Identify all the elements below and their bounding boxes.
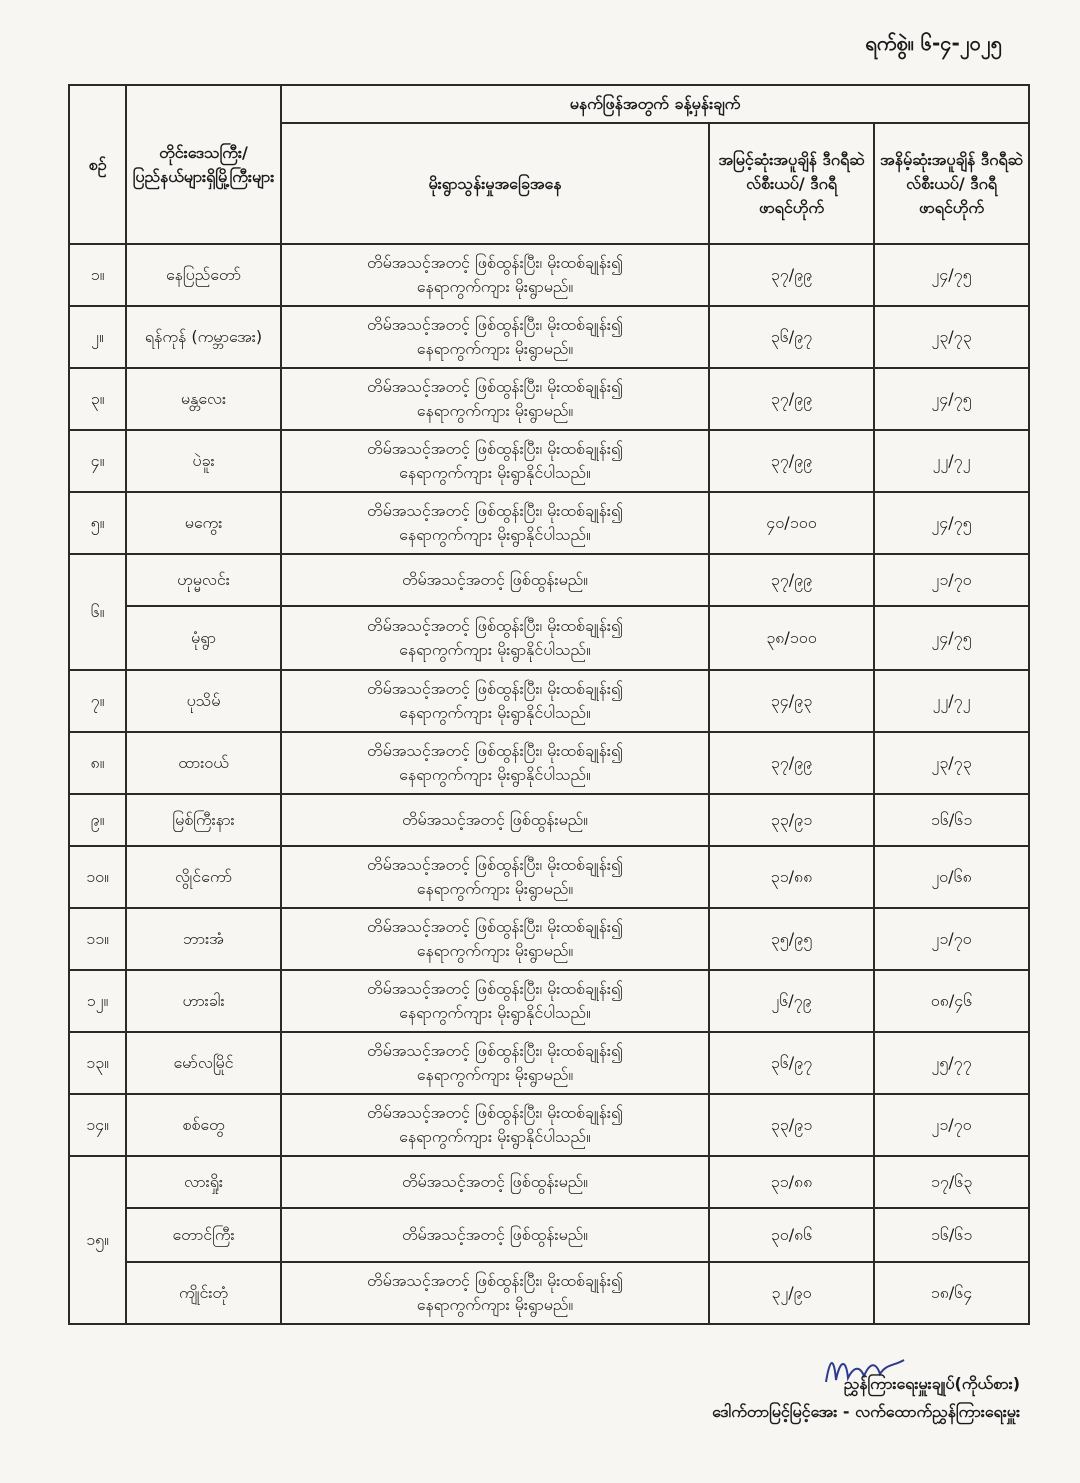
condition-line-1: တိမ်အသင့်အတင့် ဖြစ်ထွန်းမည်။	[401, 1172, 589, 1191]
min-temperature: ၂၁/၇၀	[874, 1094, 1029, 1156]
max-temperature: ၃၇/၉၉	[709, 554, 874, 606]
city-name: ကျိုင်းတုံ	[126, 1262, 281, 1324]
min-temperature: ၂၄/၇၅	[874, 244, 1029, 306]
header-region: တိုင်းဒေသကြီး/ ပြည်နယ်များရှိမြို့ကြီးများ	[126, 85, 281, 244]
min-temperature: ၁၈/၆၄	[874, 1262, 1029, 1324]
table-row	[69, 1156, 1029, 1208]
condition-line-2: နေရာကွက်ကျား မိုးရွာနိုင်ပါသည်။	[399, 1127, 591, 1146]
header-condition: မိုးရွာသွန်းမှုအခြေအနေ	[281, 123, 709, 244]
condition-line-1: တိမ်အသင့်အတင့် ဖြစ်ထွန်းပြီး၊ မိုးထစ်ချုန်း၍	[367, 439, 623, 458]
city-name: နေပြည်တော်	[126, 244, 281, 306]
condition-line-1: တိမ်အသင့်အတင့် ဖြစ်ထွန်းပြီး၊ မိုးထစ်ချုန်း၍	[367, 679, 623, 698]
row-number: ၉။	[69, 794, 126, 846]
table-row	[69, 732, 1029, 794]
condition-line-1: တိမ်အသင့်အတင့် ဖြစ်ထွန်းပြီး၊ မိုးထစ်ချုန်း၍	[367, 917, 623, 936]
condition-line-2: နေရာကွက်ကျား မိုးရွာမည်။	[416, 879, 574, 898]
min-temperature: ၂၃/၇၃	[874, 306, 1029, 368]
condition-line-2: နေရာကွက်ကျား မိုးရွာမည်။	[416, 401, 574, 420]
weather-condition	[281, 732, 709, 794]
max-temperature: ၃၇/၉၉	[709, 244, 874, 306]
row-number: ၄။	[69, 430, 126, 492]
condition-line-1: တိမ်အသင့်အတင့် ဖြစ်ထွန်းပြီး၊ မိုးထစ်ချုန်း၍	[367, 1103, 623, 1122]
condition-line-2: နေရာကွက်ကျား မိုးရွာမည်။	[416, 339, 574, 358]
weather-condition	[281, 1208, 709, 1262]
city-name: မော်လမြိုင်	[126, 1032, 281, 1094]
max-temperature: ၂၆/၇၉	[709, 970, 874, 1032]
weather-condition	[281, 606, 709, 670]
table-row	[69, 244, 1029, 306]
weather-condition	[281, 244, 709, 306]
max-temperature: ၃၁/၈၈	[709, 846, 874, 908]
condition-line-1: တိမ်အသင့်အတင့် ဖြစ်ထွန်းပြီး၊ မိုးထစ်ချုန်း၍	[367, 253, 623, 272]
row-number: ၁။	[69, 244, 126, 306]
city-name: မုံရွာ	[126, 606, 281, 670]
row-number: ၃။	[69, 368, 126, 430]
table-row	[69, 430, 1029, 492]
min-temperature: ၂၃/၇၃	[874, 732, 1029, 794]
city-name: လွိုင်ကော်	[126, 846, 281, 908]
condition-line-1: တိမ်အသင့်အတင့် ဖြစ်ထွန်းမည်။	[401, 810, 589, 829]
condition-line-2: နေရာကွက်ကျား မိုးရွာမည်။	[416, 941, 574, 960]
table-row	[69, 492, 1029, 554]
min-temperature: ၂၁/၇၀	[874, 554, 1029, 606]
city-name: ဟုမ္မလင်း	[126, 554, 281, 606]
city-name: မန္တလေး	[126, 368, 281, 430]
header-max-temp: အမြင့်ဆုံးအပူချိန် ဒီဂရီဆဲလ်စီးယပ်/ ဒီဂရီဖာရင်ဟိုက်	[709, 123, 874, 244]
min-temperature: ၁၇/၆၃	[874, 1156, 1029, 1208]
condition-line-1: တိမ်အသင့်အတင့် ဖြစ်ထွန်းမည်။	[401, 570, 589, 589]
max-temperature: ၃၄/၉၃	[709, 670, 874, 732]
max-temperature: ၃၇/၉၉	[709, 368, 874, 430]
min-temperature: ၂၀/၆၈	[874, 846, 1029, 908]
max-temperature: ၄၀/၁၀၀	[709, 492, 874, 554]
condition-line-1: တိမ်အသင့်အတင့် ဖြစ်ထွန်းပြီး၊ မိုးထစ်ချုန်း၍	[367, 979, 623, 998]
row-number: ၁၂။	[69, 970, 126, 1032]
table-row	[69, 794, 1029, 846]
table-row	[69, 1094, 1029, 1156]
min-temperature: ၂၁/၇၀	[874, 908, 1029, 970]
table-row	[69, 554, 1029, 606]
table-row	[69, 846, 1029, 908]
max-temperature: ၃၀/၈၆	[709, 1208, 874, 1262]
header-forecast-group: မနက်ဖြန်အတွက် ခန့်မှန်းချက်	[281, 85, 1029, 123]
row-number: ၇။	[69, 670, 126, 732]
weather-condition	[281, 430, 709, 492]
max-temperature: ၃၂/၉၀	[709, 1262, 874, 1324]
condition-line-2: နေရာကွက်ကျား မိုးရွာနိုင်ပါသည်။	[399, 703, 591, 722]
city-name: မကွေး	[126, 492, 281, 554]
min-temperature: ၀၈/၄၆	[874, 970, 1029, 1032]
condition-line-2: နေရာကွက်ကျား မိုးရွာနိုင်ပါသည်။	[399, 1003, 591, 1022]
condition-line-1: တိမ်အသင့်အတင့် ဖြစ်ထွန်းပြီး၊ မိုးထစ်ချုန်း၍	[367, 501, 623, 520]
table-row	[69, 1208, 1029, 1262]
table-row	[69, 970, 1029, 1032]
city-name: ရန်ကုန် (ကမ္ဘာအေး)	[126, 306, 281, 368]
min-temperature: ၂၄/၇၅	[874, 368, 1029, 430]
condition-line-1: တိမ်အသင့်အတင့် ဖြစ်ထွန်းပြီး၊ မိုးထစ်ချုန်း၍	[367, 1271, 623, 1290]
weather-condition	[281, 846, 709, 908]
max-temperature: ၃၆/၉၇	[709, 1032, 874, 1094]
table-row	[69, 1032, 1029, 1094]
city-name: တောင်ကြီး	[126, 1208, 281, 1262]
table-row	[69, 368, 1029, 430]
min-temperature: ၁၆/၆၁	[874, 1208, 1029, 1262]
condition-line-1: တိမ်အသင့်အတင့် ဖြစ်ထွန်းပြီး၊ မိုးထစ်ချုန်း၍	[367, 377, 623, 396]
table-row	[69, 908, 1029, 970]
min-temperature: ၂၄/၇၅	[874, 606, 1029, 670]
weather-condition	[281, 794, 709, 846]
city-name: ထားဝယ်	[126, 732, 281, 794]
min-temperature: ၁၆/၆၁	[874, 794, 1029, 846]
weather-condition	[281, 306, 709, 368]
forecast-table	[68, 84, 1030, 1325]
city-name: စစ်တွေ	[126, 1094, 281, 1156]
city-name: လားရှိုး	[126, 1156, 281, 1208]
weather-condition	[281, 554, 709, 606]
weather-condition	[281, 1032, 709, 1094]
weather-condition	[281, 970, 709, 1032]
table-row	[69, 670, 1029, 732]
condition-line-1: တိမ်အသင့်အတင့် ဖြစ်ထွန်းပြီး၊ မိုးထစ်ချုန်း၍	[367, 616, 623, 635]
row-number: ၁၁။	[69, 908, 126, 970]
max-temperature: ၃၈/၁၀၀	[709, 606, 874, 670]
city-name: မြစ်ကြီးနား	[126, 794, 281, 846]
condition-line-2: နေရာကွက်ကျား မိုးရွာနိုင်ပါသည်။	[399, 463, 591, 482]
table-row	[69, 1262, 1029, 1324]
condition-line-2: နေရာကွက်ကျား မိုးရွာနိုင်ပါသည်။	[399, 765, 591, 784]
max-temperature: ၃၅/၉၅	[709, 908, 874, 970]
condition-line-1: တိမ်အသင့်အတင့် ဖြစ်ထွန်းပြီး၊ မိုးထစ်ချုန်း၍	[367, 315, 623, 334]
weather-condition	[281, 1156, 709, 1208]
condition-line-2: နေရာကွက်ကျား မိုးရွာနိုင်ပါသည်။	[399, 525, 591, 544]
condition-line-2: နေရာကွက်ကျား မိုးရွာနိုင်ပါသည်။	[399, 640, 591, 659]
weather-condition	[281, 492, 709, 554]
condition-line-2: နေရာကွက်ကျား မိုးရွာမည်။	[416, 1065, 574, 1084]
document-date: ရက်စွဲ။ ၆-၄-၂၀၂၅	[865, 31, 1002, 55]
max-temperature: ၃၆/၉၇	[709, 306, 874, 368]
row-number: ၁၅။	[69, 1156, 126, 1324]
city-name: ပဲခူး	[126, 430, 281, 492]
condition-line-2: နေရာကွက်ကျား မိုးရွာမည်။	[416, 277, 574, 296]
header-min-temp: အနိမ့်ဆုံးအပူချိန် ဒီဂရီဆဲလ်စီးယပ်/ ဒီဂရီဖာရင်ဟိုက်	[874, 123, 1029, 244]
row-number: ၁၀။	[69, 846, 126, 908]
row-number: ၈။	[69, 732, 126, 794]
signature-title: ညွှန်ကြားရေးမှူးချုပ်(ကိုယ်စား)	[843, 1374, 1020, 1393]
max-temperature: ၃၃/၉၁	[709, 794, 874, 846]
max-temperature: ၃၇/၉၉	[709, 732, 874, 794]
condition-line-2: နေရာကွက်ကျား မိုးရွာမည်။	[416, 1295, 574, 1314]
condition-line-1: တိမ်အသင့်အတင့် ဖြစ်ထွန်းပြီး၊ မိုးထစ်ချုန်း၍	[367, 741, 623, 760]
min-temperature: ၂၅/၇၇	[874, 1032, 1029, 1094]
city-name: ဟားခါး	[126, 970, 281, 1032]
max-temperature: ၃၇/၉၉	[709, 430, 874, 492]
min-temperature: ၂၂/၇၂	[874, 430, 1029, 492]
weather-condition	[281, 1094, 709, 1156]
condition-line-1: တိမ်အသင့်အတင့် ဖြစ်ထွန်းပြီး၊ မိုးထစ်ချုန်း၍	[367, 855, 623, 874]
condition-line-1: တိမ်အသင့်အတင့် ဖြစ်ထွန်းပြီး၊ မိုးထစ်ချုန်း၍	[367, 1041, 623, 1060]
row-number: ၆။	[69, 554, 126, 670]
city-name: ဘားအံ	[126, 908, 281, 970]
min-temperature: ၂၄/၇၅	[874, 492, 1029, 554]
max-temperature: ၃၃/၉၁	[709, 1094, 874, 1156]
header-no: စဉ်	[69, 85, 126, 244]
row-number: ၅။	[69, 492, 126, 554]
condition-line-1: တိမ်အသင့်အတင့် ဖြစ်ထွန်းမည်။	[401, 1225, 589, 1244]
city-name: ပုသိမ်	[126, 670, 281, 732]
row-number: ၂။	[69, 306, 126, 368]
max-temperature: ၃၁/၈၈	[709, 1156, 874, 1208]
table-row	[69, 306, 1029, 368]
min-temperature: ၂၂/၇၂	[874, 670, 1029, 732]
weather-condition	[281, 908, 709, 970]
weather-condition	[281, 670, 709, 732]
row-number: ၁၃။	[69, 1032, 126, 1094]
signature-name: ဒေါက်တာမြင့်မြင့်အေး - လက်ထောက်ညွှန်ကြားရေးမှူး	[712, 1402, 1020, 1421]
signature-block	[712, 1370, 1020, 1426]
weather-condition	[281, 1262, 709, 1324]
row-number: ၁၄။	[69, 1094, 126, 1156]
table-row	[69, 606, 1029, 670]
weather-condition	[281, 368, 709, 430]
